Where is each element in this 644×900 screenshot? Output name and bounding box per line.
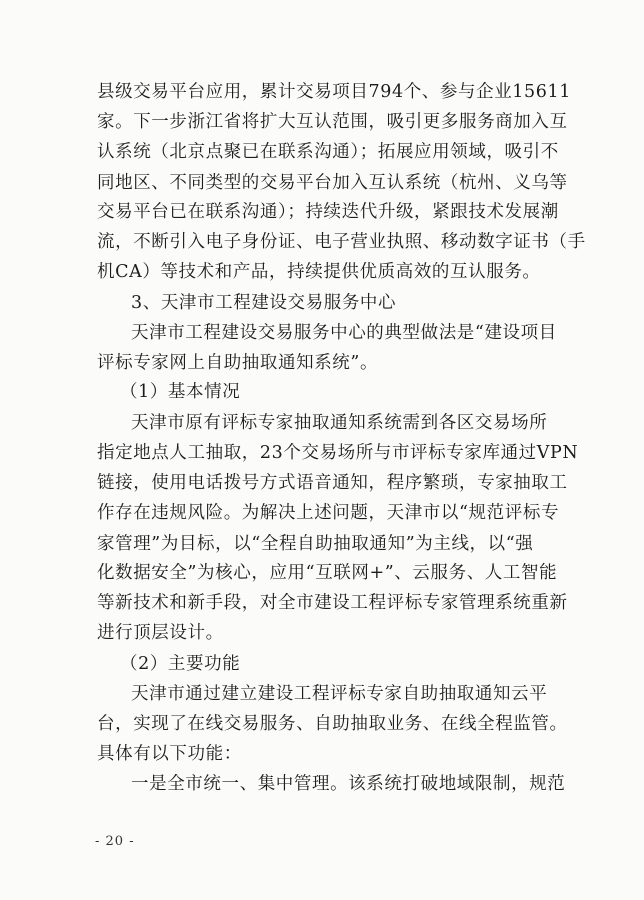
text-line: 等新技术和新手段，对全市建设工程评标专家管理系统重新 — [97, 593, 568, 613]
text-line: 交易平台已在联系沟通）；持续迭代升级，紧跟技术发展潮 — [97, 202, 559, 222]
text-line: 化数据安全”为核心，应用“互联网+”、云服务、人工智能 — [97, 563, 558, 583]
page-number: - 20 - — [95, 834, 135, 849]
text-line: 一是全市统一、集中管理。该系统打破地域限制，规范 — [131, 774, 566, 794]
text-line: 指定地点人工抽取，23个交易场所与市评标专家库通过VPN — [97, 443, 579, 463]
subsection-heading: （1）基本情况 — [120, 382, 241, 402]
text-line: 家。下一步浙江省将扩大互认范围，吸引更多服务商加入互 — [97, 112, 568, 132]
text-line: 同地区、不同类型的交易平台加入互认系统（杭州、义乌等 — [97, 173, 568, 193]
text-line: 作存在违规风险。为解决上述问题，天津市以“规范评标专 — [97, 503, 560, 523]
text-line: 评标专家网上自助抽取通知系统”。 — [97, 353, 379, 373]
text-line: 机CA）等技术和产品，持续提供优质高效的互认服务。 — [97, 262, 541, 282]
text-line: 天津市原有评标专家抽取通知系统需到各区交易场所 — [131, 413, 548, 433]
text-line: 进行顶层设计。 — [97, 623, 224, 643]
text-line: 县级交易平台应用，累计交易项目794个、参与企业15611 — [97, 82, 571, 102]
text-line: 流，不断引入电子身份证、电子营业执照、移动数字证书（手 — [97, 232, 586, 252]
text-line: 天津市通过建立建设工程评标专家自助抽取通知云平 — [131, 684, 548, 704]
text-line: 认系统（北京点聚已在联系沟通）；拓展应用领域，吸引不 — [97, 142, 559, 162]
text-line: 天津市工程建设交易服务中心的典型做法是“建设项目 — [131, 323, 557, 343]
text-line: 链接，使用电话拨号方式语音通知，程序繁琐，专家抽取工 — [97, 473, 568, 493]
text-line: 具体有以下功能： — [97, 744, 242, 764]
subsection-heading: （2）主要功能 — [120, 654, 241, 674]
text-line: 台，实现了在线交易服务、自助抽取业务、在线全程监管。 — [97, 714, 568, 734]
section-heading: 3、天津市工程建设交易服务中心 — [131, 293, 397, 313]
text-line: 家管理”为目标，以“全程自助抽取通知”为主线，以“强 — [97, 534, 534, 554]
